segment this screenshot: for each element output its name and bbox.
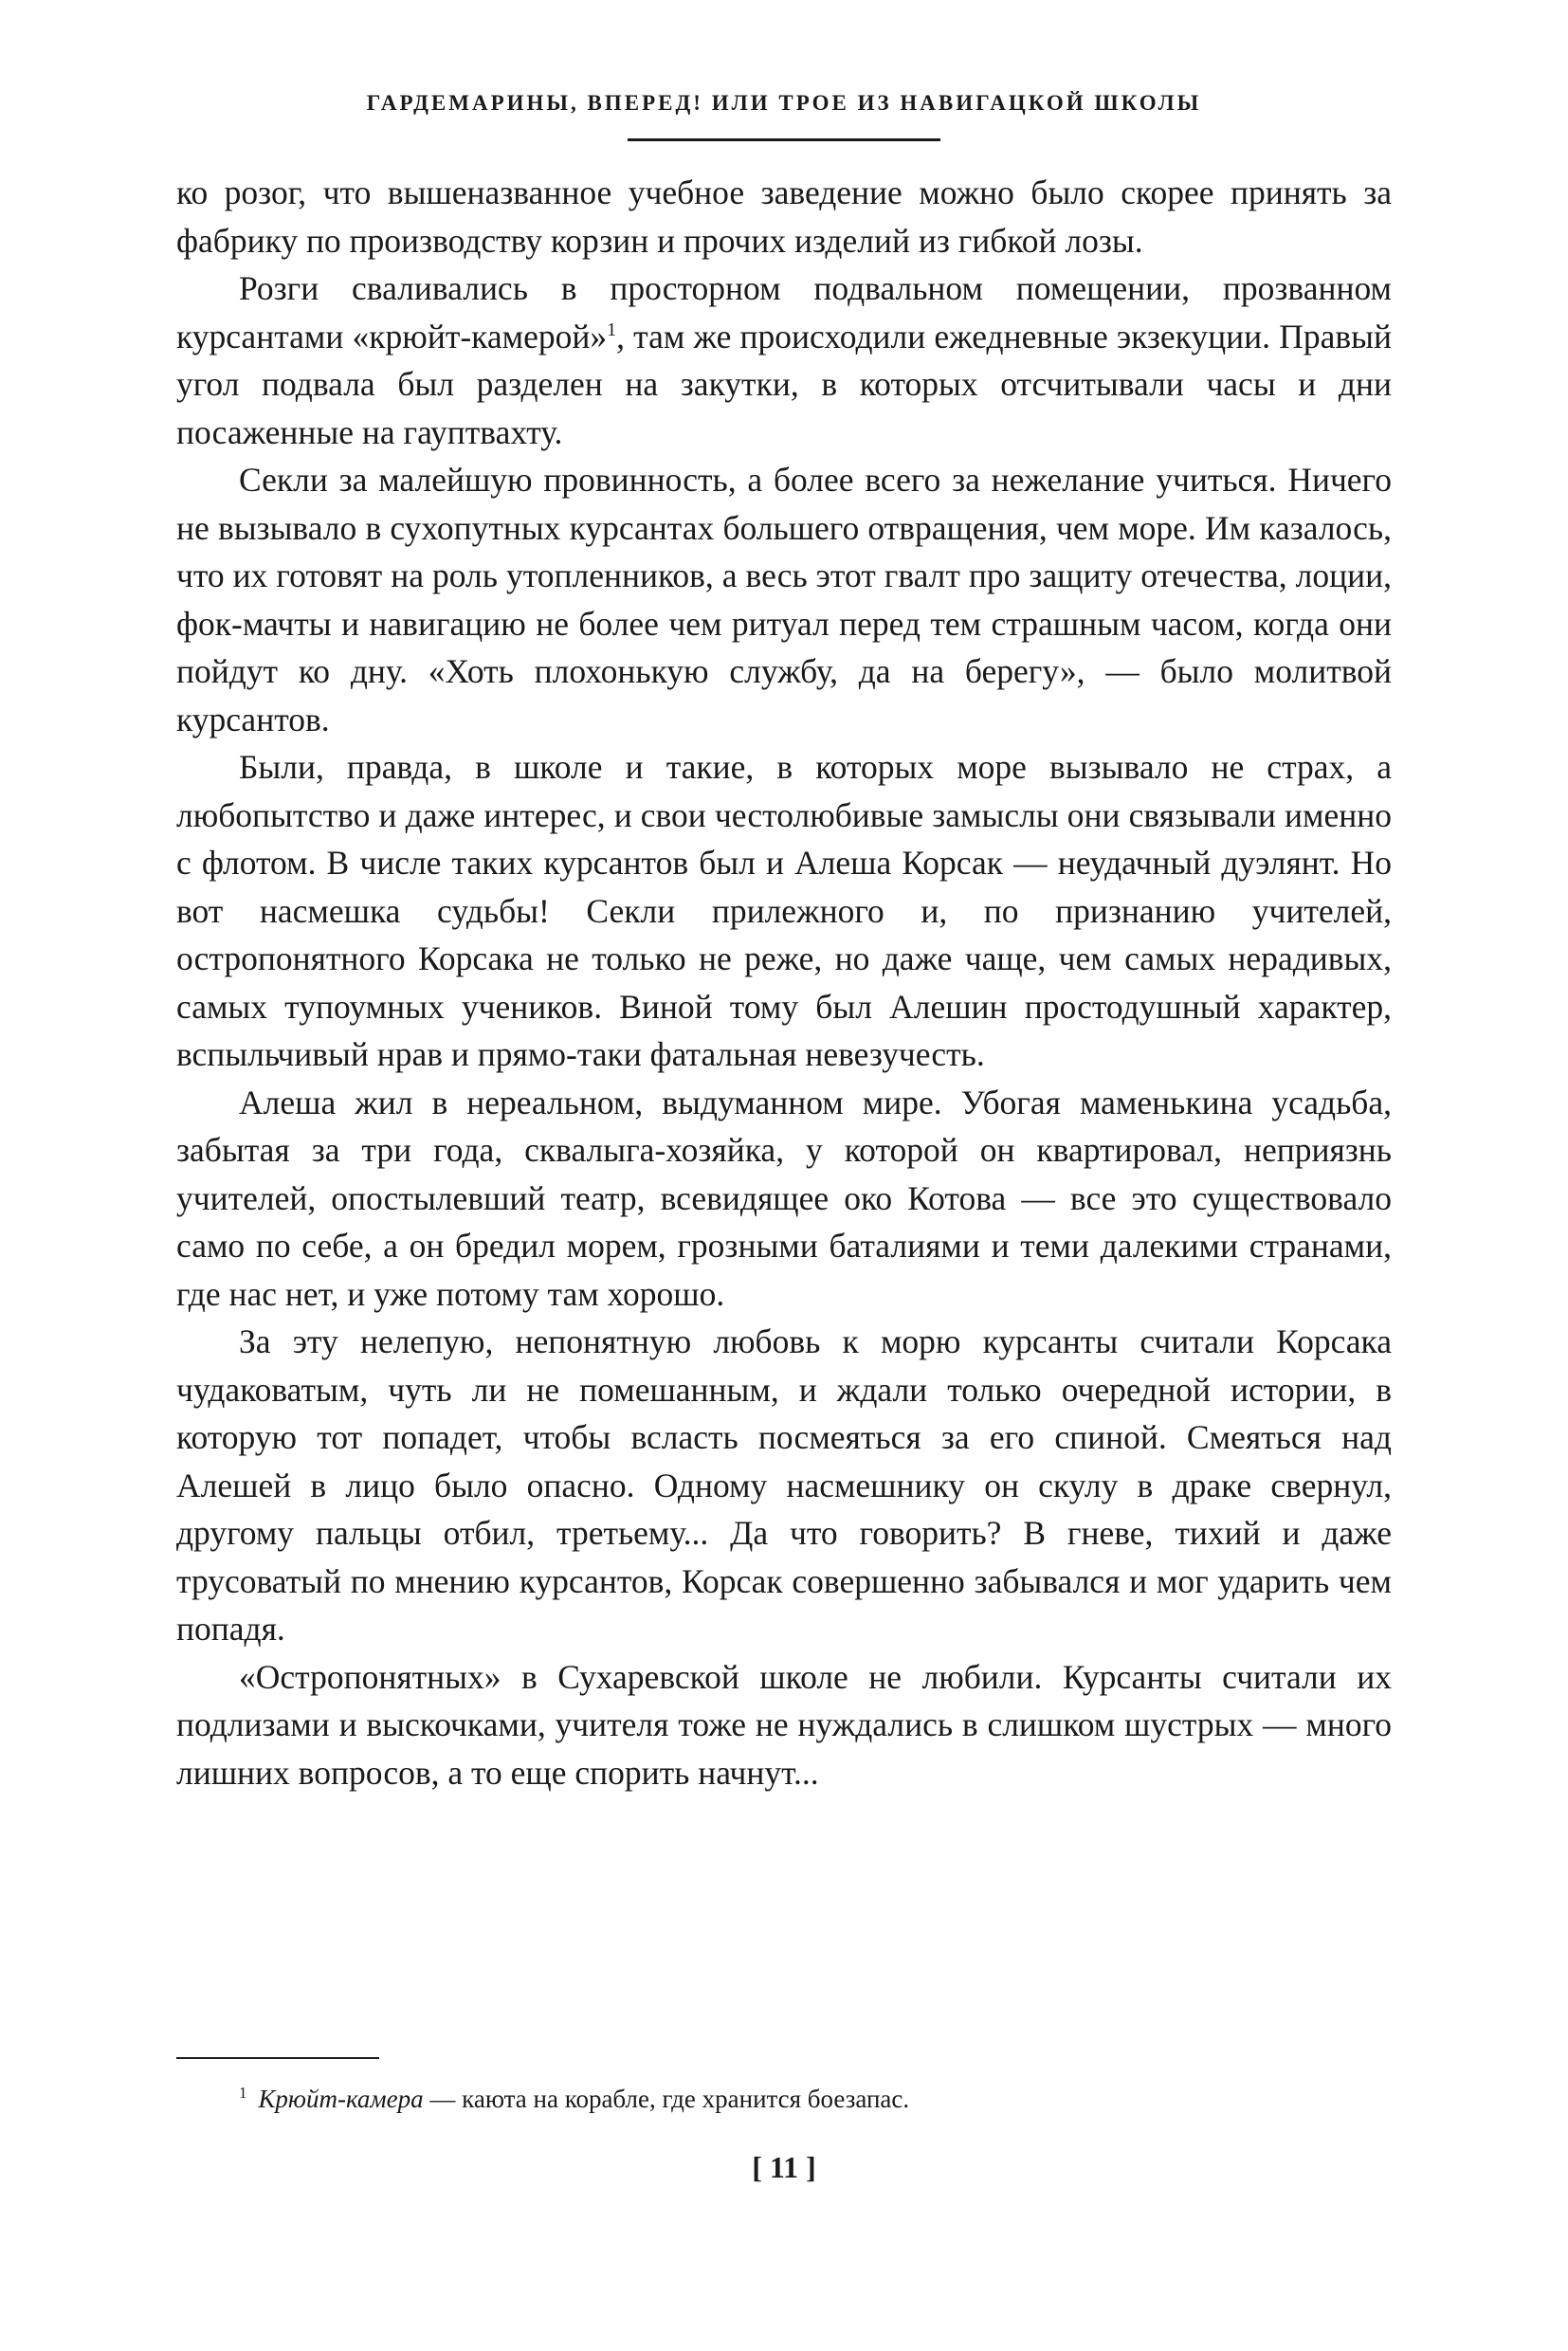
paragraph: Были, правда, в школе и такие, в которых море вызывало не страх, а любопытство и даже интерес, и свои честолюбивые замыслы они связывали именно с флотом. В числе таких курсантов был и Алеша Корсак — неудачный дуэлянт. Но вот насмешка судьбы! Секли прилежного и, по признанию учителей, остропонятного Корсака не только не реже, но даже чаще, чем самых нерадивых, самых тупоумных учеников. Виной тому был Алешин простодушный характер, вспыльчивый нрав и прямо-таки фатальная невезучесть.: [176, 748, 1392, 1073]
paragraph: «Остропонятных» в Сухаревской школе не любили. Курсанты считали их подлизами и выскочками, учителя тоже не нуждались в слишком шустрых — много лишних вопросов, а то еще спорить начнут...: [176, 1657, 1392, 1792]
footnote-reference: 1: [607, 319, 617, 340]
paragraph: ко розог, что вышеназванное учебное заведение можно было скорее принять за фабрику по производству корзин и прочих изделий из гибкой лозы.: [176, 173, 1392, 260]
page-number: [ 11 ]: [752, 2150, 816, 2184]
paragraph: [176, 264, 1392, 456]
paragraph-text: Розги сваливались в просторном подвальном помещении, прозванном курсантами «крюйт-камерой»: [176, 269, 1392, 355]
footnote-mark: 1: [239, 2084, 247, 2102]
footnote-term: Крюйт-камера: [258, 2085, 424, 2113]
running-head-rule: [628, 138, 940, 141]
body-text: [176, 169, 1392, 1796]
footnote-text: — каюта на корабле, где хранится боезапас.: [423, 2085, 910, 2113]
running-head: ГАРДЕМАРИНЫ, ВПЕРЕД! ИЛИ ТРОЕ ИЗ НАВИГАЦКОЙ ШКОЛЫ: [366, 91, 1202, 115]
paragraph: Алеша жил в нереальном, выдуманном мире. Убогая маменькина усадьба, забытая за три года, сквалыга-хозяйка, у которой он квартировал, неприязнь учителей, опостылевший театр, всевидящее око Котова — все это существовало само по себе, а он бредил морем, грозными баталиями и теми далекими странами, где нас нет, и уже потому там хорошо.: [176, 1083, 1392, 1313]
footnote-rule: [176, 2057, 379, 2059]
paragraph-text: , там же происходили ежедневные экзекуции. Правый угол подвала был разделен на закутки, в которых отсчитывали часы и дни посаженные на гауптвахту.: [176, 317, 1392, 451]
footnote: [239, 2082, 1377, 2116]
paragraph: Секли за малейшую провинность, а более всего за нежелание учиться. Ничего не вызывало в сухопутных курсантах большего отвращения, чем море. Им казалось, что их готовят на роль утопленников, а весь этот гвалт про защиту отечества, лоции, фок-мачты и навигацию не более чем ритуал перед тем страшным часом, когда они пойдут ко дну. «Хоть плохонькую службу, да на берегу», — было молитвой курсантов.: [176, 461, 1392, 738]
paragraph: За эту нелепую, непонятную любовь к морю курсанты считали Корсака чудаковатым, чуть ли не помешанным, и ждали только очередной истории, в которую тот попадет, чтобы всласть посмеяться за его спиной. Смеяться над Алешей в лицо было опасно. Одному насмешнику он скулу в драке свернул, другому пальцы отбил, третьему... Да что говорить? В гневе, тихий и даже трусоватый по мнению курсантов, Корсак совершенно забывался и мог ударить чем попадя.: [176, 1322, 1392, 1648]
